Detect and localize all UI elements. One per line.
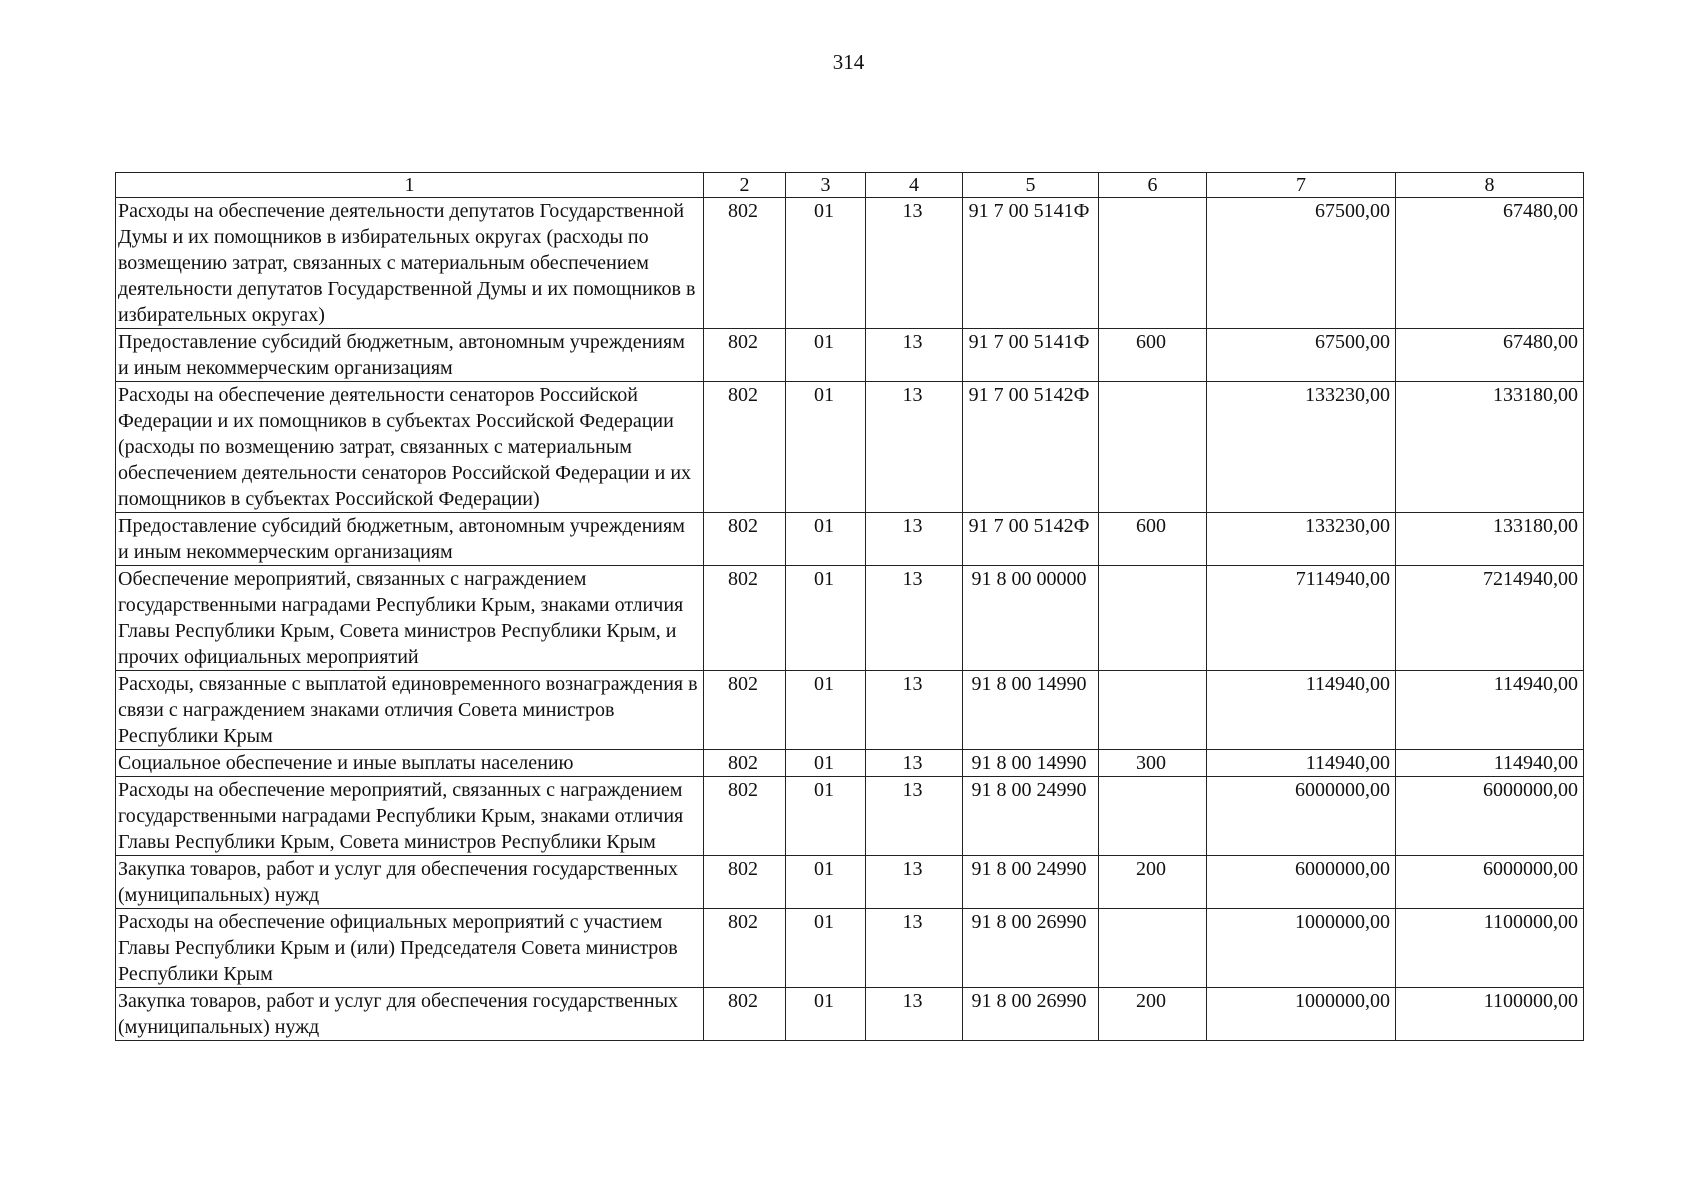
code-target-article: 91 8 00 24990 [963,777,1099,856]
code-ministry: 802 [704,988,786,1041]
table-row [116,909,1584,988]
code-section: 01 [786,382,866,513]
table-row [116,566,1584,671]
table-row [116,329,1584,382]
page-number: 314 [832,50,865,74]
code-section: 01 [786,513,866,566]
code-section: 01 [786,566,866,671]
code-subsection: 13 [866,566,963,671]
row-description: Закупка товаров, работ и услуг для обеспечения государственных (муниципальных) нужд [116,988,704,1041]
code-ministry: 802 [704,856,786,909]
amount-col-7: 133230,00 [1207,382,1396,513]
amount-col-8: 6000000,00 [1396,777,1584,856]
code-target-article: 91 8 00 26990 [963,988,1099,1041]
code-expense-type: 200 [1099,856,1207,909]
code-subsection: 13 [866,513,963,566]
code-ministry: 802 [704,909,786,988]
row-description: Предоставление субсидий бюджетным, автономным учреждениям и иным некоммерческим организациям [116,513,704,566]
table-row [116,382,1584,513]
code-ministry: 802 [704,513,786,566]
code-expense-type: 300 [1099,750,1207,777]
code-expense-type [1099,909,1207,988]
amount-col-7: 6000000,00 [1207,856,1396,909]
code-subsection: 13 [866,671,963,750]
code-section: 01 [786,329,866,382]
code-subsection: 13 [866,909,963,988]
code-subsection: 13 [866,988,963,1041]
code-expense-type [1099,566,1207,671]
row-description: Расходы на обеспечение деятельности депутатов Государственной Думы и их помощников в избирательных округах (расходы по возмещению затрат, связанных с материальным обеспечением деятельности депутатов Государственной Думы и их помощников в избирательных округах) [116,198,704,329]
amount-col-8: 1100000,00 [1396,909,1584,988]
code-section: 01 [786,750,866,777]
code-section: 01 [786,777,866,856]
table-row [116,750,1584,777]
code-section: 01 [786,198,866,329]
amount-col-8: 7214940,00 [1396,566,1584,671]
code-subsection: 13 [866,198,963,329]
code-expense-type: 600 [1099,329,1207,382]
table-row [116,777,1584,856]
row-description: Расходы на обеспечение мероприятий, связанных с награждением государственными наградами Республики Крым, знаками отличия Главы Республики Крым, Совета министров Республики Крым [116,777,704,856]
column-header: 7 [1207,173,1396,198]
amount-col-8: 114940,00 [1396,671,1584,750]
row-description: Расходы на обеспечение деятельности сенаторов Российской Федерации и их помощников в субъектах Российской Федерации (расходы по возмещению затрат, связанных с материальным обеспечением деятельности сенаторов Российской Федерации и их помощников в субъектах Российской Федерации) [116,382,704,513]
amount-col-8: 1100000,00 [1396,988,1584,1041]
code-expense-type [1099,777,1207,856]
amount-col-7: 6000000,00 [1207,777,1396,856]
column-header: 3 [786,173,866,198]
code-subsection: 13 [866,856,963,909]
amount-col-7: 67500,00 [1207,329,1396,382]
amount-col-8: 67480,00 [1396,198,1584,329]
amount-col-7: 1000000,00 [1207,909,1396,988]
code-section: 01 [786,909,866,988]
table-row [116,198,1584,329]
code-section: 01 [786,671,866,750]
code-section: 01 [786,988,866,1041]
code-expense-type [1099,198,1207,329]
row-description: Обеспечение мероприятий, связанных с награждением государственными наградами Республики Крым, знаками отличия Главы Республики Крым, Совета министров Республики Крым, и прочих официальных мероприятий [116,566,704,671]
column-header: 1 [116,173,704,198]
code-expense-type [1099,671,1207,750]
code-ministry: 802 [704,566,786,671]
code-expense-type: 600 [1099,513,1207,566]
code-ministry: 802 [704,671,786,750]
column-header: 2 [704,173,786,198]
table-row [116,988,1584,1041]
amount-col-7: 7114940,00 [1207,566,1396,671]
code-subsection: 13 [866,329,963,382]
code-ministry: 802 [704,750,786,777]
column-header: 5 [963,173,1099,198]
amount-col-8: 133180,00 [1396,382,1584,513]
table-row [116,856,1584,909]
budget-table [115,172,1584,1041]
column-header: 6 [1099,173,1207,198]
amount-col-7: 114940,00 [1207,750,1396,777]
row-description: Предоставление субсидий бюджетным, автономным учреждениям и иным некоммерческим организациям [116,329,704,382]
amount-col-8: 114940,00 [1396,750,1584,777]
code-subsection: 13 [866,777,963,856]
row-description: Закупка товаров, работ и услуг для обеспечения государственных (муниципальных) нужд [116,856,704,909]
code-target-article: 91 7 00 5142Ф [963,513,1099,566]
amount-col-7: 1000000,00 [1207,988,1396,1041]
amount-col-7: 114940,00 [1207,671,1396,750]
code-subsection: 13 [866,750,963,777]
code-ministry: 802 [704,329,786,382]
code-target-article: 91 8 00 00000 [963,566,1099,671]
row-description: Расходы, связанные с выплатой единовременного вознаграждения в связи с награждением знаками отличия Совета министров Республики Крым [116,671,704,750]
column-header: 4 [866,173,963,198]
amount-col-8: 133180,00 [1396,513,1584,566]
amount-col-7: 67500,00 [1207,198,1396,329]
code-section: 01 [786,856,866,909]
code-ministry: 802 [704,198,786,329]
code-target-article: 91 7 00 5141Ф [963,329,1099,382]
code-target-article: 91 8 00 26990 [963,909,1099,988]
code-target-article: 91 7 00 5142Ф [963,382,1099,513]
code-expense-type [1099,382,1207,513]
row-description: Социальное обеспечение и иные выплаты населению [116,750,704,777]
code-target-article: 91 8 00 24990 [963,856,1099,909]
code-target-article: 91 8 00 14990 [963,671,1099,750]
header-row [116,173,1584,198]
table-row [116,671,1584,750]
amount-col-7: 133230,00 [1207,513,1396,566]
code-ministry: 802 [704,382,786,513]
row-description: Расходы на обеспечение официальных мероприятий с участием Главы Республики Крым и (или) Председателя Совета министров Республики Крым [116,909,704,988]
amount-col-8: 67480,00 [1396,329,1584,382]
table-row [116,513,1584,566]
column-header: 8 [1396,173,1584,198]
code-target-article: 91 7 00 5141Ф [963,198,1099,329]
code-subsection: 13 [866,382,963,513]
amount-col-8: 6000000,00 [1396,856,1584,909]
code-ministry: 802 [704,777,786,856]
code-target-article: 91 8 00 14990 [963,750,1099,777]
code-expense-type: 200 [1099,988,1207,1041]
